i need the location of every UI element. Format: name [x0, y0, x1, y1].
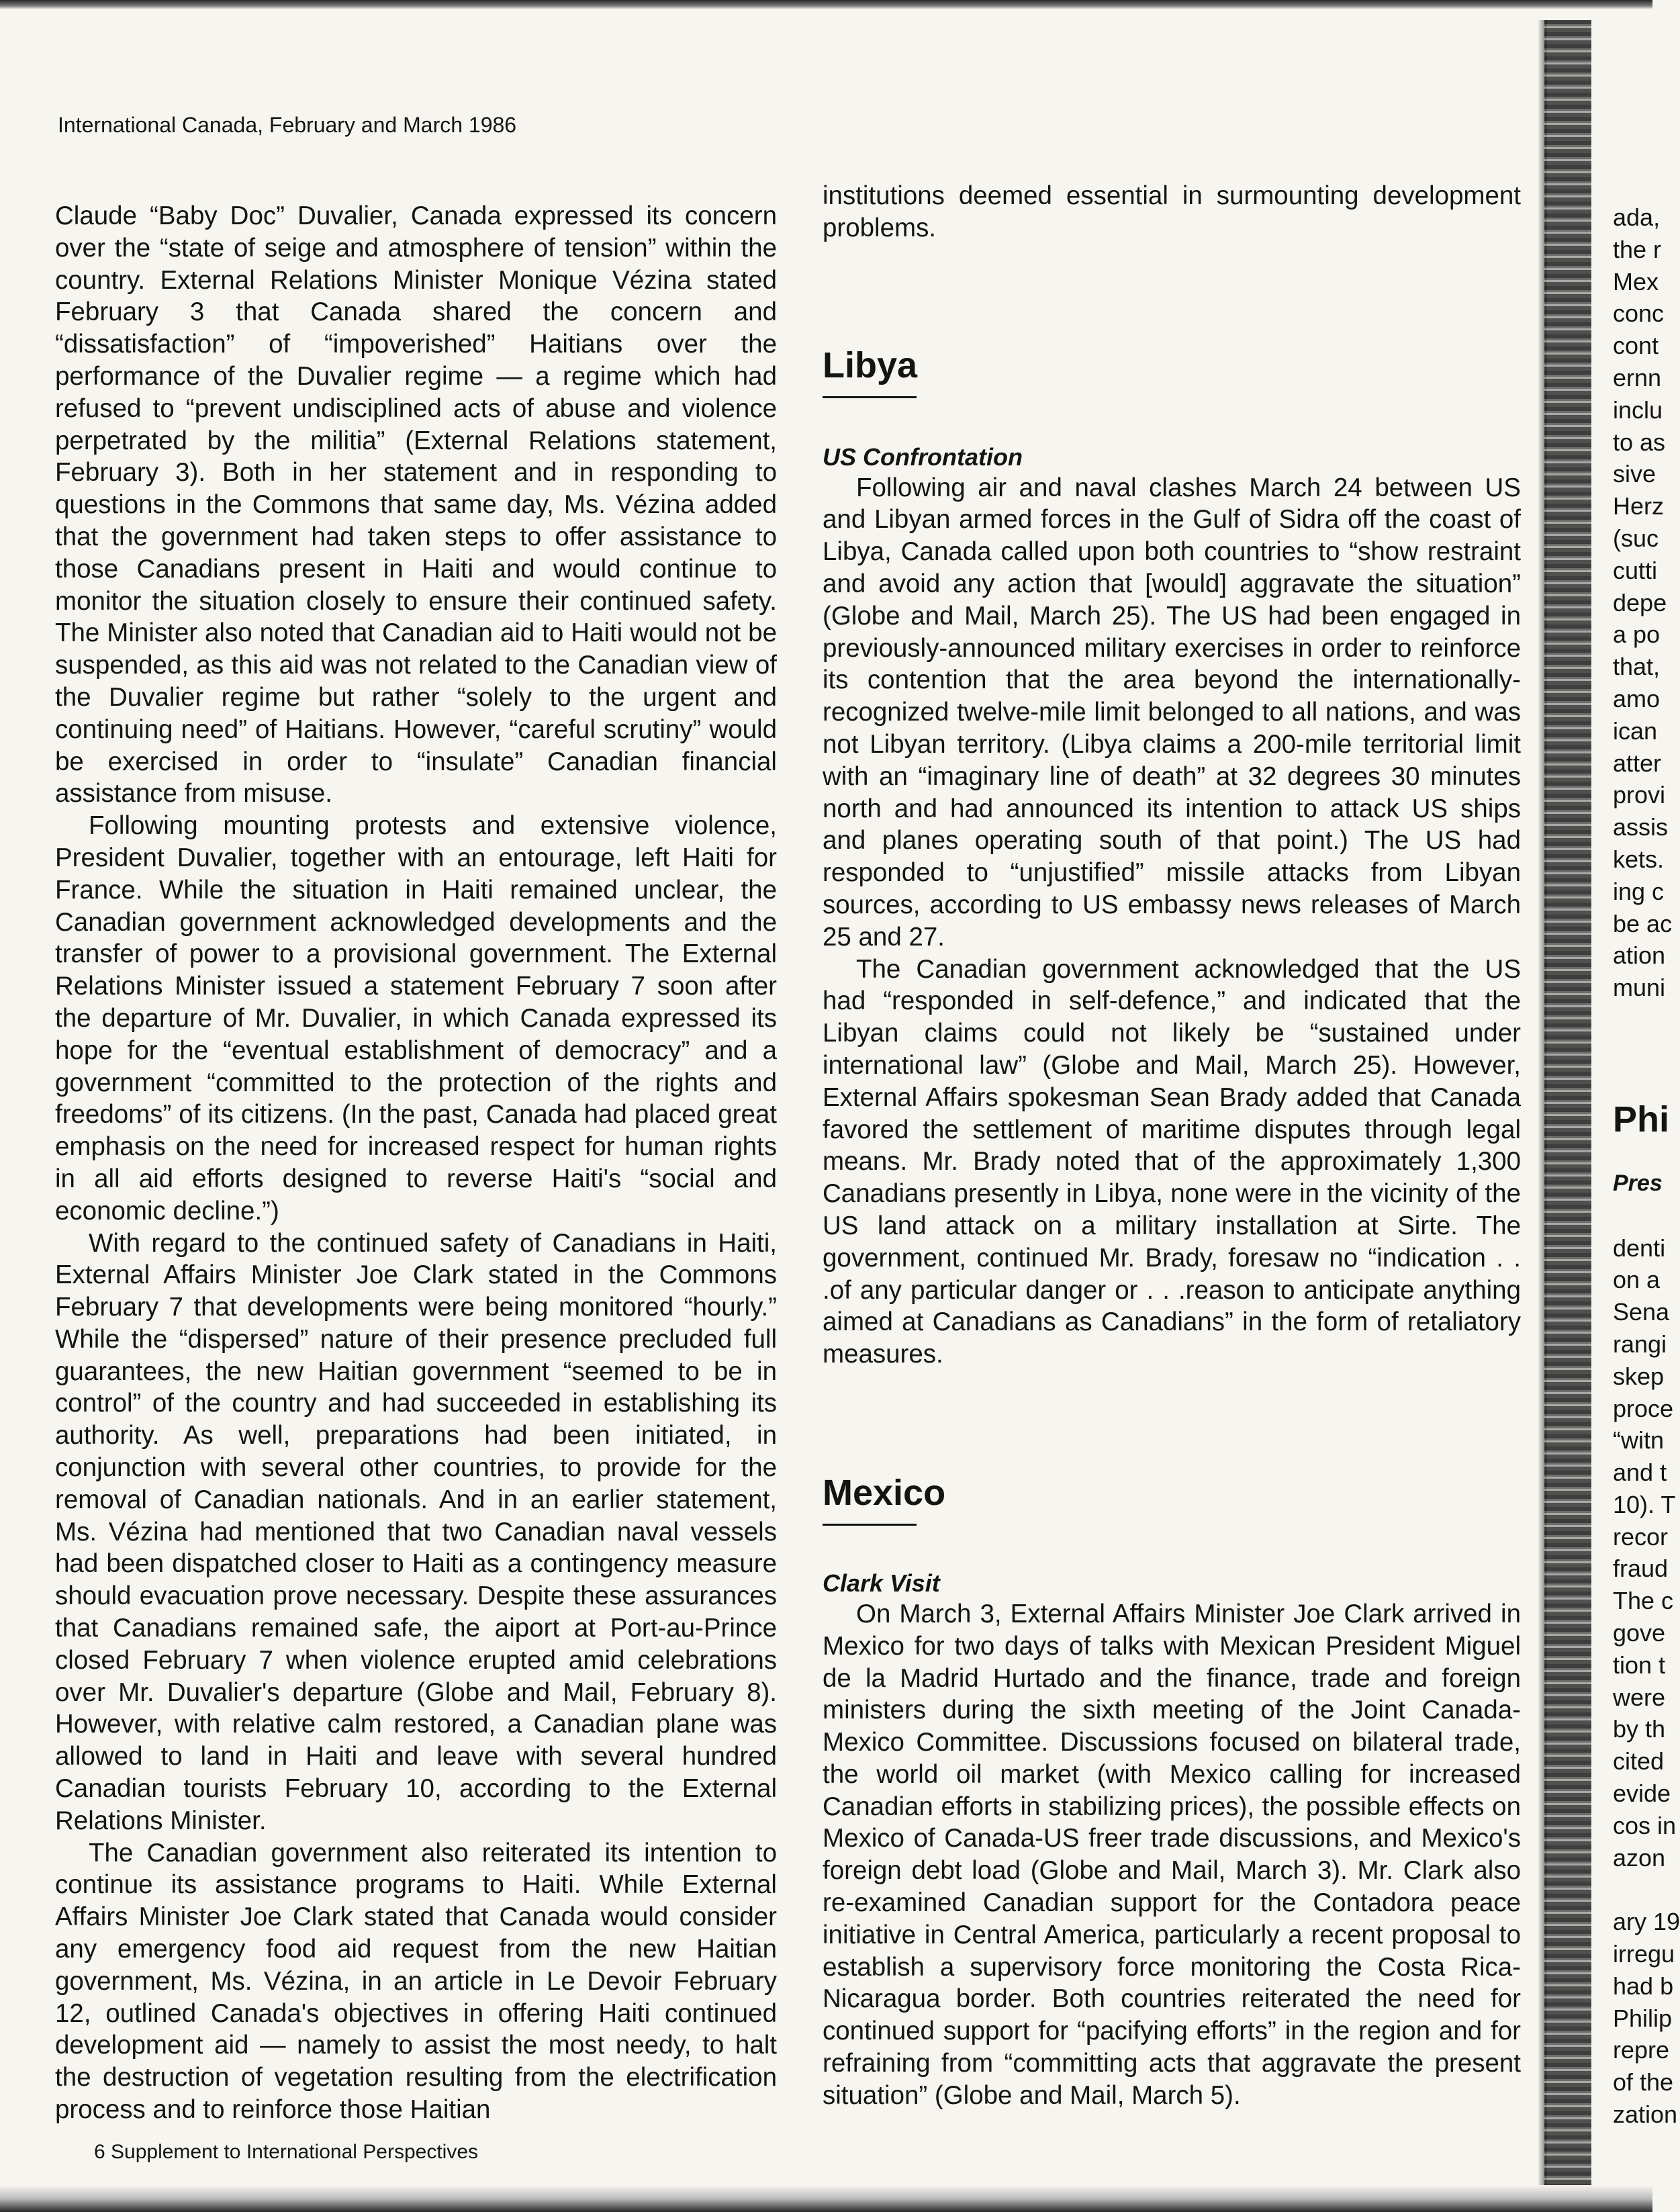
heading-rule: [823, 1524, 917, 1526]
fragment-line: [1613, 1200, 1652, 1232]
fragment-line: had b: [1613, 1972, 1674, 2000]
column-2: [823, 180, 1521, 2112]
fragment-line: repre: [1613, 2036, 1670, 2064]
fragment-line: were: [1613, 1683, 1666, 1711]
fragment-line: cos in: [1613, 1811, 1677, 1839]
fragment-line: zation: [1613, 2101, 1678, 2129]
fragment-line: tion t: [1613, 1651, 1666, 1679]
fragment-line: by th: [1613, 1715, 1666, 1743]
scan-edge-top: [0, 0, 1652, 9]
fragment-line: ation: [1613, 941, 1666, 970]
fragment-line: (suc: [1613, 524, 1659, 552]
heading-rule: [823, 396, 917, 398]
paragraph: On March 3, External Affairs Minister Joe Clark arrived in Mexico for two days of talks with Mexican President Miguel de la Madrid Hurtado and the finance, trade and foreign ministers during the sixth meeting of the Joint Canada-Mexico Committee. Discussions focused on bilateral trade, the world oil market (with Mexico calling for increased Canadian efforts in stabilizing prices), the possible effects on Mexico of Canada-US freer trade discussions, and Mexico's foreign debt load (Globe and Mail, March 3). Mr. Clark also re-examined Canadian support for the Contadora peace initiative in Central America, particularly a recent proposal to establish a supervisory force monitoring the Costa Rica-Nicaragua border. Both countries reiterated the need for continued support for “pacifying efforts” in the region and for refraining from “committing acts that aggravate the present situation” (Globe and Mail, March 5).: [823, 1599, 1521, 2110]
fragment-line: muni: [1613, 974, 1666, 1002]
fragment-line: recor: [1613, 1522, 1669, 1551]
fragment-line: [1613, 1874, 1652, 1906]
fragment-line: that,: [1613, 653, 1661, 681]
fragment-line: gove: [1613, 1619, 1666, 1647]
binding-gutter: [1544, 20, 1591, 2189]
fragment-line: Philip: [1613, 2004, 1673, 2032]
fragment-line: The c: [1613, 1587, 1674, 1615]
fragment-line: conc: [1613, 299, 1665, 328]
fragment-line: a po: [1613, 620, 1661, 649]
fragment-line: be ac: [1613, 909, 1673, 937]
paragraph: Following air and naval clashes March 24 between US and Libyan armed forces in the Gulf of Sidra off the coast of Libya, Canada called upon both countries to “show restraint and avoid any action that [would] aggravate the situation” (Globe and Mail, March 25). The US had been engaged in previously-announced military exercises in order to reinforce its contention that the area beyond the internationally-recognized twelve-mile limit belonged to all nations, and was not Libyan territory. (Libya claims a 200-mile territorial limit with an “imaginary line of death” at 32 degrees 30 minutes north and had announced its intention to attack US ships and planes operating south of that point.) The US had responded to “unjustified” missile attacks from Libyan sources, according to US embassy news releases of March 25 and 27.: [823, 473, 1521, 952]
fragment-lines-top: [1613, 201, 1673, 1004]
fragment-line: cited: [1613, 1747, 1665, 1776]
fragment-line: sive: [1613, 460, 1656, 488]
fragment-line: of the: [1613, 2068, 1674, 2096]
fragment-line: irregu: [1613, 1940, 1675, 1968]
column-3-cropped: [1613, 201, 1680, 2131]
fragment-line: inclu: [1613, 396, 1663, 424]
fragment-line: atter: [1613, 749, 1662, 777]
subheading-fragment: Pres: [1613, 1170, 1663, 1196]
fragment-line: amo: [1613, 684, 1661, 712]
fragment-line: fraud: [1613, 1555, 1669, 1583]
fragment-line: skep: [1613, 1362, 1665, 1390]
fragment-line: ican: [1613, 717, 1658, 745]
fragment-line: “witn: [1613, 1426, 1665, 1455]
section-heading-libya: Libya: [823, 344, 918, 385]
subheading-clark-visit: Clark Visit: [823, 1569, 940, 1597]
section-heading-fragment: Phi: [1613, 1099, 1670, 1140]
fragment-line: depe: [1613, 588, 1667, 616]
fragment-line: assis: [1613, 813, 1669, 841]
paragraph: The Canadian government also reiterated its intention to continue its assistance programs to Haiti. While External Affairs Minister Joe Clark stated that Canada would consider any emergency food aid request from the new Haitian government, Ms. Vézina, in an article in Le Devoir February 12, outlined Canada's objectives in offering Haiti continued development aid — namely to assist the most needy, to halt the destruction of vegetation resulting from the electrification process and to reinforce those Haitian: [55, 1838, 777, 2125]
fragment-line: cont: [1613, 332, 1659, 360]
paragraph: institutions deemed essential in surmounting development problems.: [823, 181, 1521, 242]
fragment-line: to as: [1613, 428, 1666, 456]
page-footer: 6 Supplement to International Perspectives: [94, 2141, 479, 2163]
paragraph: Claude “Baby Doc” Duvalier, Canada expressed its concern over the “state of seige and atmosphere of tension” within the country. External Relations Minister Monique Vézina stated February 3 that Canada shared the concern and “dissatisfaction” of “impoverished” Haitians over the performance of the Duvalier regime — a regime which had refused to “prevent undisciplined acts of abuse and violence perpetrated by the militia” (External Relations statement, February 3). Both in her statement and in responding to questions in the Commons that same day, Ms. Vézina added that the government had taken steps to offer assistance to those Canadians present in Haiti and would continue to monitor the situation closely to ensure their continued safety. The Minister also noted that Canadian aid to Haiti would not be suspended, as this aid was not related to the Canadian view of the Duvalier regime but rather “solely to the urgent and continuing need” of Haitians. However, “careful scrutiny” would be exercised in order to “insulate” Canadian financial assistance from misuse.: [55, 201, 777, 809]
fragment-line: kets.: [1613, 845, 1665, 873]
paragraph: Following mounting protests and extensive violence, President Duvalier, together with an entourage, left Haiti for France. While the situation in Haiti remained unclear, the Canadian government acknowledged developments and the transfer of power to a provisional government. The External Relations Minister issued a statement February 7 soon after the departure of Mr. Duvalier, in which Canada expressed its hope for the “eventual establishment of democracy” and a government “committed to the protection of the rights and freedoms” of its citizens. (In the past, Canada had placed great emphasis on the need for increased respect for human rights in all aid efforts designed to reverse Haiti's “social and economic decline.”): [55, 811, 777, 1226]
fragment-line: Sena: [1613, 1298, 1670, 1326]
fragment-lines-bottom: [1613, 1874, 1680, 2130]
section-heading-mexico: Mexico: [823, 1472, 946, 1513]
running-head: International Canada, February and March 1986: [58, 113, 517, 137]
paragraph: With regard to the continued safety of Canadians in Haiti, External Affairs Minister Joe Clark stated in the Commons February 7 that developments were being monitored “hourly.” While the “dispersed” nature of their presence precluded full guarantees, the new Haitian government “seemed to be in control” of the country and had succeeded in establishing its authority. As well, preparations had been initiated, in conjunction with several other countries, to provide for the removal of Canadian nationals. And in an earlier statement, Ms. Vézina had mentioned that two Canadian naval vessels had been dispatched closer to Haiti as a contingency measure should evacuation prove necessary. Despite these assurances that Canadians remained safe, the aiport at Port-au-Prince closed February 7 when violence erupted amid celebrations over Mr. Duvalier's departure (Globe and Mail, February 8). However, with relative calm restored, a Canadian plane was allowed to land in Haiti and leave with several hundred Canadian tourists February 10, according to the External Relations Minister.: [55, 1228, 777, 1835]
fragment-line: and t: [1613, 1459, 1667, 1487]
column-1: [55, 200, 777, 2126]
fragment-line: ernn: [1613, 363, 1662, 391]
scan-edge-bottom: [0, 2185, 1652, 2212]
fragment-line: azon: [1613, 1843, 1666, 1872]
paragraph: The Canadian government acknowledged that the US had “responded in self-defence,” and indicated that the Libyan claims could not likely be “sustained under international law” (Globe and Mail, March 25). However, External Affairs spokesman Sean Brady added that Canada favored the settlement of maritime disputes through legal means. Mr. Brady noted that of the approximately 1,300 Canadians presently in Libya, none were in the vicinity of the US land attack on a military installation at Sirte. The government, continued Mr. Brady, foresaw no “indication . . .of any particular danger or . . .reason to anticipate anything aimed at Canadians as Canadians” in the form of retaliatory measures.: [823, 954, 1521, 1369]
fragment-line: proce: [1613, 1394, 1674, 1422]
subheading-us-confrontation: US Confrontation: [823, 443, 1023, 471]
fragment-lines-mid: [1613, 1200, 1677, 1874]
fragment-line: Mex: [1613, 267, 1659, 295]
fragment-line: on a: [1613, 1266, 1661, 1294]
fragment-line: the r: [1613, 235, 1662, 263]
fragment-line: ada,: [1613, 203, 1661, 231]
fragment-line: Herz: [1613, 492, 1665, 520]
fragment-line: denti: [1613, 1234, 1666, 1262]
fragment-line: 10). T: [1613, 1490, 1676, 1518]
fragment-line: provi: [1613, 781, 1666, 809]
fragment-line: ing c: [1613, 877, 1665, 905]
fragment-line: cutti: [1613, 556, 1658, 584]
fragment-line: evide: [1613, 1780, 1671, 1808]
fragment-line: ary 19: [1613, 1908, 1680, 1936]
fragment-line: rangi: [1613, 1330, 1667, 1358]
